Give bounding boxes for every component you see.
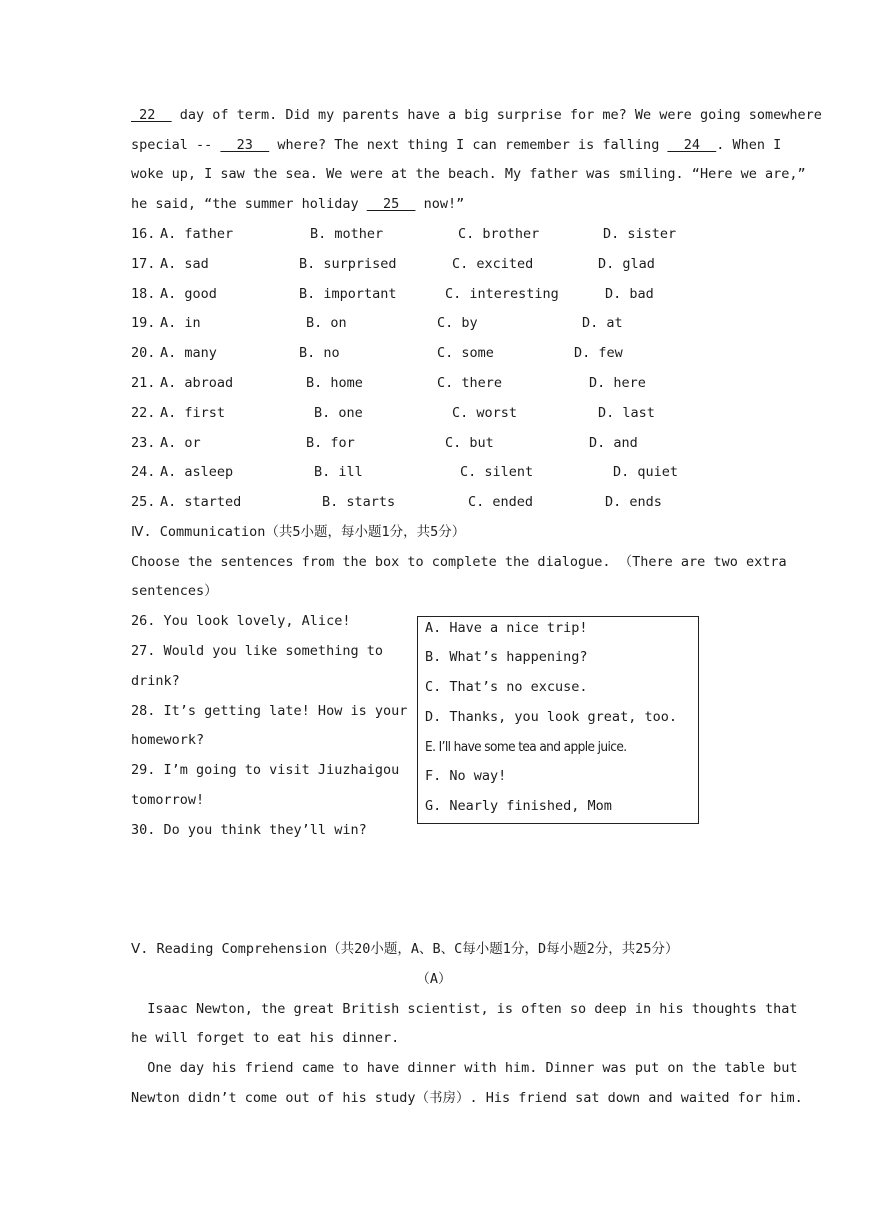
option-a: A. father (160, 226, 234, 242)
option-a: A. asleep (160, 464, 234, 480)
section-4-instruction-line-1: Choose the sentences from the box to complete the dialogue. （There are two extra (131, 554, 787, 570)
dialogue-item-29-cont: tomorrow! (131, 792, 205, 808)
dialogue-item-30: 30. Do you think they’ll win? (131, 822, 367, 838)
part-a-label: （A） (416, 971, 452, 987)
option-c: C. interesting (445, 286, 559, 302)
option-a: A. good (160, 286, 217, 302)
choice-c: C. That’s no excuse. (425, 679, 588, 695)
option-b: B. for (306, 435, 355, 451)
passage-line-3: woke up, I saw the sea. We were at the beach. My father was smiling. “Here we are,” (131, 166, 806, 182)
paragraph-1-line-1: Isaac Newton, the great British scientist, is often so deep in his thoughts that (131, 1001, 798, 1017)
dialogue-item-26: 26. You look lovely, Alice! (131, 613, 351, 629)
option-b: B. no (299, 345, 340, 361)
paragraph-1-line-2: he will forget to eat his dinner. (131, 1030, 400, 1046)
dialogue-item-27-cont: drink? (131, 673, 180, 689)
question-number: 20. (131, 345, 156, 361)
question-number: 23. (131, 435, 156, 451)
option-d: D. glad (598, 256, 655, 272)
section-4-heading: Ⅳ. Communication（共5小题，每小题1分，共5分） (131, 524, 466, 540)
dialogue-item-27: 27. Would you like something to (131, 643, 383, 659)
option-b: B. starts (322, 494, 396, 510)
question-number: 21. (131, 375, 156, 391)
option-d: D. at (582, 315, 623, 331)
passage-text: he said, “the summer holiday (131, 196, 367, 212)
option-d: D. last (598, 405, 655, 421)
option-b: B. ill (314, 464, 363, 480)
question-number: 18. (131, 286, 156, 302)
passage-line-4 (131, 195, 464, 213)
option-d: D. ends (605, 494, 662, 510)
choice-b: B. What’s happening? (425, 649, 588, 665)
option-d: D. and (589, 435, 638, 451)
option-d: D. few (574, 345, 623, 361)
option-c: C. silent (460, 464, 534, 480)
question-number: 17. (131, 256, 156, 272)
blank-23: 23 (220, 137, 270, 153)
question-number: 25. (131, 494, 156, 510)
passage-text: now!” (415, 196, 465, 212)
option-c: C. worst (452, 405, 518, 421)
option-a: A. many (160, 345, 217, 361)
paragraph-2-line-2: Newton didn’t come out of his study（书房）. His friend sat down and waited for him. (131, 1090, 803, 1106)
option-a: A. abroad (160, 375, 234, 391)
option-b: B. surprised (299, 256, 397, 272)
option-a: A. started (160, 494, 242, 510)
option-a: A. or (160, 435, 201, 451)
passage-text: day of term. Did my parents have a big surprise for me? We were going somewhere (171, 107, 822, 123)
blank-24: 24 (667, 137, 717, 153)
question-number: 22. (131, 405, 156, 421)
option-c: C. some (437, 345, 494, 361)
passage-text: special -- (131, 137, 221, 153)
option-a: A. sad (160, 256, 209, 272)
option-b: B. mother (310, 226, 384, 242)
option-b: B. important (299, 286, 397, 302)
answer-choices-box (417, 616, 699, 824)
question-number: 19. (131, 315, 156, 331)
option-c: C. ended (468, 494, 534, 510)
option-c: C. by (437, 315, 478, 331)
paragraph-2-line-1: One day his friend came to have dinner with him. Dinner was put on the table but (131, 1060, 798, 1076)
blank-25: 25 (366, 196, 416, 212)
option-c: C. but (445, 435, 494, 451)
option-d: D. quiet (613, 464, 679, 480)
option-a: A. first (160, 405, 226, 421)
option-d: D. bad (605, 286, 654, 302)
dialogue-item-28: 28. It’s getting late! How is your (131, 703, 408, 719)
choice-e: E. I’ll have some tea and apple juice. (425, 739, 627, 755)
option-c: C. there (437, 375, 503, 391)
passage-text: . When I (716, 137, 782, 153)
passage-text: where? The next thing I can remember is falling (269, 137, 668, 153)
option-a: A. in (160, 315, 201, 331)
choice-f: F. No way! (425, 768, 507, 784)
option-c: C. brother (458, 226, 540, 242)
blank-22: 22 (131, 107, 172, 123)
choice-g: G. Nearly finished, Mom (425, 798, 612, 814)
option-d: D. sister (603, 226, 677, 242)
option-b: B. home (306, 375, 363, 391)
passage-line-1 (131, 106, 822, 124)
choice-d: D. Thanks, you look great, too. (425, 709, 677, 725)
option-b: B. one (314, 405, 363, 421)
passage-line-2 (131, 136, 781, 154)
question-number: 24. (131, 464, 156, 480)
option-d: D. here (589, 375, 646, 391)
option-b: B. on (306, 315, 347, 331)
choice-a: A. Have a nice trip! (425, 620, 588, 636)
question-number: 16. (131, 226, 156, 242)
section-4-instruction-line-2: sentences） (131, 583, 218, 599)
section-5-heading: Ⅴ. Reading Comprehension（共20小题，A、B、C每小题1分，D每小题2分，共25分） (131, 941, 679, 957)
dialogue-item-29: 29. I’m going to visit Jiuzhaigou (131, 762, 400, 778)
option-c: C. excited (452, 256, 534, 272)
dialogue-item-28-cont: homework? (131, 732, 205, 748)
